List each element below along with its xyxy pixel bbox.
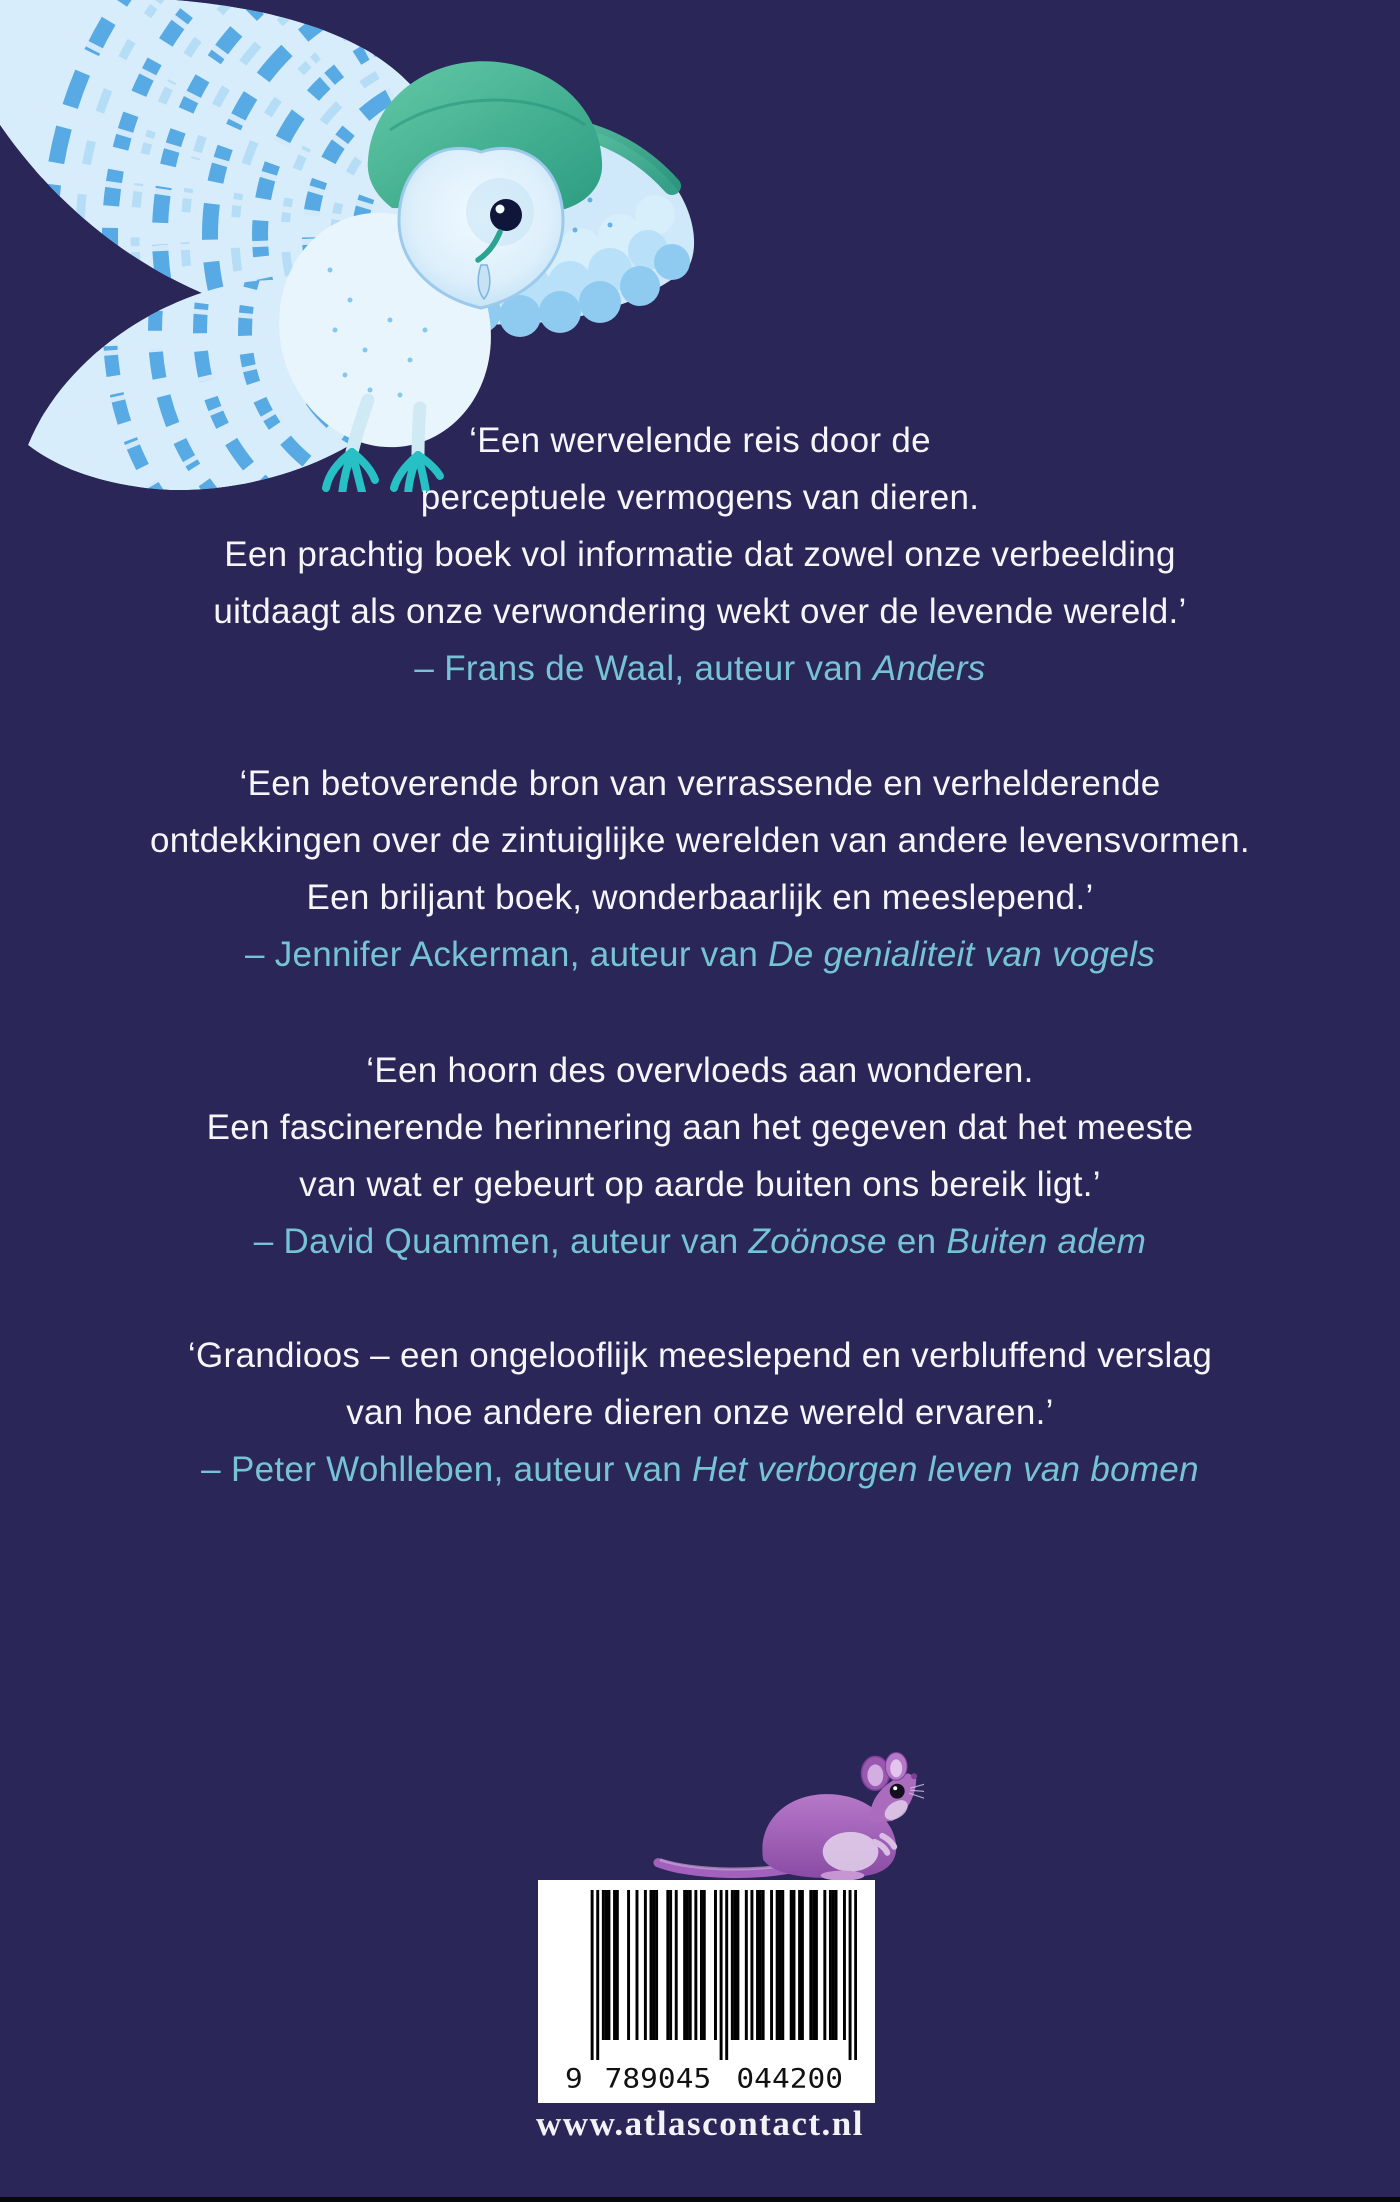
quote-block-1 — [0, 412, 1400, 697]
attribution-text: – Frans de Waal, auteur van — [414, 649, 873, 688]
book-title: De genialiteit van vogels — [768, 935, 1156, 974]
svg-text:044200: 044200 — [735, 2063, 843, 2095]
isbn-barcode — [557, 1890, 857, 2100]
quote-line: van hoe andere dieren onze wereld ervaren.’ — [346, 1393, 1054, 1432]
attribution-text: – David Quammen, auteur van — [253, 1222, 749, 1261]
quote-block-2 — [0, 755, 1400, 983]
quote-line: Een prachtig boek vol informatie dat zowel onze verbeelding — [224, 535, 1176, 574]
quote-line: van wat er gebeurt op aarde buiten ons bereik ligt.’ — [299, 1165, 1101, 1204]
quote-line: Een briljant boek, wonderbaarlijk en meeslepend.’ — [306, 878, 1094, 917]
owl-beak — [478, 265, 490, 299]
mouse-belly — [823, 1832, 879, 1872]
quote-line: uitdaagt als onze verwondering wekt over de levende wereld.’ — [213, 592, 1187, 631]
attribution-text: en — [886, 1222, 947, 1261]
book-title: Buiten adem — [946, 1222, 1147, 1261]
barcode-panel — [538, 1880, 875, 2103]
cover-bottom-edge — [0, 2197, 1400, 2202]
book-title: Zoönose — [748, 1222, 887, 1261]
website-url: www.atlascontact.nl — [536, 2104, 864, 2143]
owl-eye — [490, 199, 522, 231]
book-title: Het verborgen leven van bomen — [692, 1450, 1199, 1489]
mouse-eye — [890, 1784, 905, 1799]
svg-text:9: 9 — [564, 2063, 583, 2095]
quote-attribution — [0, 640, 1400, 697]
attribution-text: – Peter Wohlleben, auteur van — [201, 1450, 693, 1489]
quote-block-4 — [0, 1327, 1400, 1498]
book-title: Anders — [872, 649, 986, 688]
quote-line: ‘Een wervelende reis door de — [469, 421, 931, 460]
quote-line: ‘Een betoverende bron van verrassende en verhelderende — [239, 764, 1161, 803]
mouse-illustration — [646, 1748, 924, 1883]
quote-attribution — [0, 1213, 1400, 1270]
quote-line: ontdekkingen over de zintuiglijke werelden van andere levensvormen. — [150, 821, 1250, 860]
mouse-nose — [911, 1773, 917, 1779]
quote-attribution — [0, 926, 1400, 983]
attribution-text: – Jennifer Ackerman, auteur van — [244, 935, 769, 974]
quote-line: ‘Een hoorn des overvloeds aan wonderen. — [366, 1051, 1034, 1090]
quote-line: perceptuele vermogens van dieren. — [420, 478, 980, 517]
quote-line: Een fascinerende herinnering aan het gegeven dat het meeste — [206, 1108, 1194, 1147]
quote-line: ‘Grandioos – een ongelooflijk meeslepend en verbluffend verslag — [187, 1336, 1213, 1375]
quote-block-3 — [0, 1042, 1400, 1270]
svg-text:789045: 789045 — [604, 2063, 711, 2095]
quote-attribution — [0, 1441, 1400, 1498]
